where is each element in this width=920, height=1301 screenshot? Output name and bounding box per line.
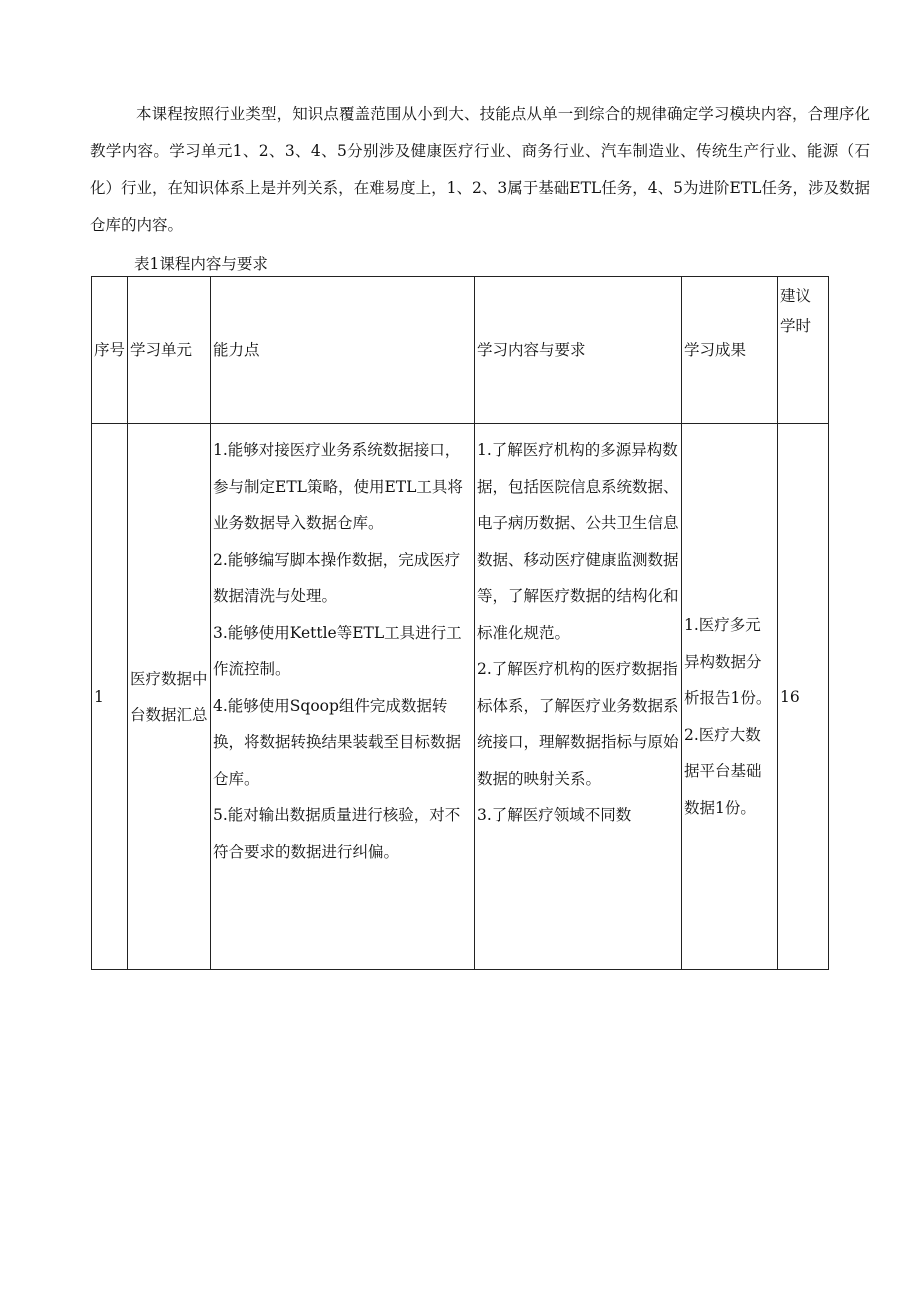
header-hours: 建议学时 xyxy=(778,277,829,424)
content-item-1: 1.了解医疗机构的多源异构数据，包括医院信息系统数据、电子病历数据、公共卫生信息数据、移动医疗健康监测数据等，了解医疗数据的结构化和标准化规范。 xyxy=(477,441,679,642)
ability-item-3: 3.能够使用Kettle等ETL工具进行工作流控制。 xyxy=(213,623,462,678)
outcome-item-2: 2.医疗大数据平台基础数据1份。 xyxy=(684,725,762,817)
table-caption: 表1课程内容与要求 xyxy=(134,255,268,273)
header-seq: 序号 xyxy=(92,277,128,424)
content-item-3: 3.了解医疗领域不同数 xyxy=(477,806,632,824)
ability-item-1: 1.能够对接医疗业务系统数据接口，参与制定ETL策略，使用ETL工具将业务数据导入数据仓库。 xyxy=(213,441,463,532)
cell-hours: 16 xyxy=(778,424,829,970)
cell-seq: 1 xyxy=(92,424,128,970)
header-outcome: 学习成果 xyxy=(682,277,778,424)
cell-outcomes xyxy=(682,424,778,970)
cell-abilities xyxy=(211,424,475,970)
header-unit: 学习单元 xyxy=(128,277,211,424)
header-content: 学习内容与要求 xyxy=(475,277,682,424)
table-header-row xyxy=(92,277,829,424)
header-ability: 能力点 xyxy=(211,277,475,424)
ability-item-4: 4.能够使用Sqoop组件完成数据转换，将数据转换结果装载至目标数据仓库。 xyxy=(213,696,462,788)
table-row xyxy=(92,424,829,970)
cell-contents xyxy=(475,424,682,970)
ability-item-5: 5.能对输出数据质量进行核验，对不符合要求的数据进行纠偏。 xyxy=(213,806,461,861)
outcome-item-1: 1.医疗多元异构数据分析报告1份。 xyxy=(684,616,772,707)
cell-unit: 医疗数据中台数据汇总 xyxy=(128,424,211,970)
intro-paragraph: 本课程按照行业类型，知识点覆盖范围从小到大、技能点从单一到综合的规律确定学习模块内容，合理序化教学内容。学习单元1、2、3、4、5分别涉及健康医疗行业、商务行业、汽车制造业、传统生产行业、能源（石化）行业，在知识体系上是并列关系，在难易度上，1、2、3属于基础ETL任务，4、5为进阶ETL任务，涉及数据仓库的内容。 xyxy=(90,105,870,234)
ability-item-2: 2.能够编写脚本操作数据，完成医疗数据清洗与处理。 xyxy=(213,550,461,605)
course-content-table xyxy=(91,276,829,970)
content-item-2: 2.了解医疗机构的医疗数据指标体系，了解医疗业务数据系统接口，理解数据指标与原始数据的映射关系。 xyxy=(477,660,679,788)
